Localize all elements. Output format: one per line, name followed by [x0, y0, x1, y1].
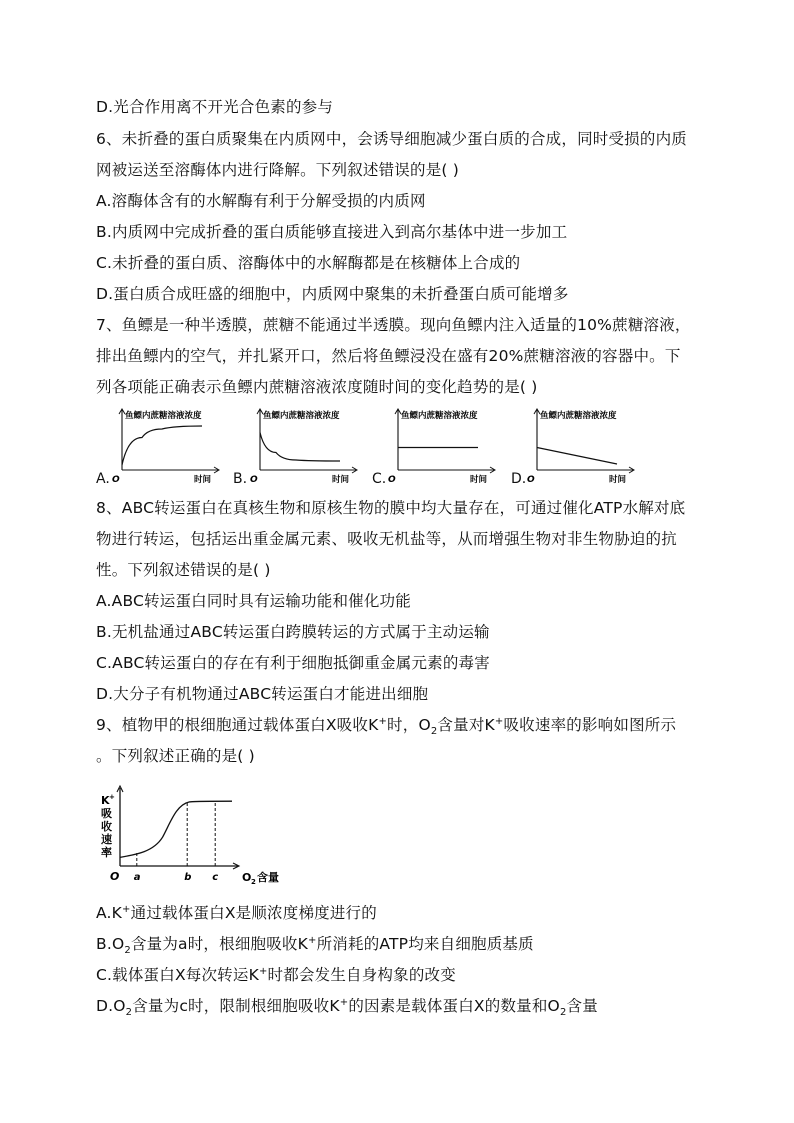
k-plus-sup: +	[378, 715, 388, 727]
q6-option-c: C.未折叠的蛋白质、溶酶体中的水解酶都是在核糖体上合成的	[96, 254, 521, 272]
q9-option-b-part2: 含量为a时，根细胞吸收K	[130, 935, 309, 953]
q7-stem-line2: 排出鱼鳔内的空气，并扎紧开口，然后将鱼鳔浸没在盛有20%蔗糖溶液的容器中。下	[96, 347, 681, 365]
q7-option-c-label: C.	[372, 471, 387, 487]
origin-label: O	[112, 475, 120, 485]
series-line	[122, 426, 202, 465]
o2-sub: 2	[124, 945, 131, 957]
q9-option-c-part1: C.载体蛋白X每次转运K	[96, 966, 259, 984]
series-line	[537, 448, 617, 465]
series-line	[260, 433, 340, 462]
q6-stem-line1: 6、未折叠的蛋白质聚集在内质网中，会诱导细胞减少蛋白质的合成，同时受损的内质	[96, 130, 687, 148]
o2-sub: 2	[125, 1007, 133, 1019]
q6-stem-line2: 网被运送至溶酶体内进行降解。下列叙述错误的是( )	[96, 161, 460, 179]
q8-option-a: A.ABC转运蛋白同时具有运输功能和催化功能	[96, 592, 411, 610]
y-axis-label: 鱼鳔内蔗糖溶液浓度	[540, 411, 617, 421]
origin-label: O	[527, 475, 535, 485]
q9-option-d-part1: D.O	[96, 997, 126, 1015]
q5-option-d: D.光合作用离不开光合色素的参与	[96, 98, 334, 116]
k-plus-sup: +	[494, 715, 504, 727]
q9-stem-line2: 。下列叙述正确的是( )	[96, 747, 255, 765]
q6-option-b: B.内质网中完成折叠的蛋白质能够直接进入到高尔基体中进一步加工	[96, 223, 568, 241]
q7-stem-line1: 7、鱼鳔是一种半透膜，蔗糖不能通过半透膜。现向鱼鳔内注入适量的10%蔗糖溶液，	[96, 316, 691, 334]
x-axis-label: 时间	[609, 475, 627, 485]
q9-option-c	[96, 965, 456, 985]
x-axis-label: 时间	[332, 475, 350, 485]
y-axis-label: 鱼鳔内蔗糖溶液浓度	[125, 411, 202, 421]
origin-label: O	[110, 870, 120, 883]
q7-graphs	[100, 406, 660, 486]
q9-graph	[98, 782, 279, 892]
k-plus-sup: +	[308, 934, 317, 946]
q7-option-b-label: B.	[233, 471, 248, 487]
k-plus-sup: +	[258, 965, 268, 977]
x-axis-label: O	[242, 871, 252, 884]
q9-stem-part2: 时，O	[387, 716, 431, 734]
origin-label: O	[250, 475, 258, 485]
q9-option-a-part1: A.K	[96, 904, 123, 922]
x-axis-label: 时间	[194, 475, 212, 485]
x-tick-a: a	[133, 872, 141, 883]
x-tick-c: c	[212, 872, 219, 883]
y-axis-label: 鱼鳔内蔗糖溶液浓度	[401, 411, 478, 421]
x-tick-b: b	[184, 872, 192, 883]
q9-stem-line1	[96, 715, 677, 738]
q7-option-a-label: A.	[96, 471, 110, 487]
q9-option-b-part3: 所消耗的ATP均来自细胞质基质	[316, 935, 534, 953]
y-axis-label-sup: +	[109, 793, 115, 801]
q9-option-a	[96, 903, 377, 923]
q9-option-c-part2: 时都会发生自身构象的改变	[267, 966, 456, 984]
q8-stem-line2: 物进行转运，包括运出重金属元素、吸收无机盐等，从而增强生物对非生物胁迫的抗	[96, 530, 677, 548]
x-axis-label: 时间	[470, 475, 488, 485]
k-plus-sup: +	[122, 903, 131, 915]
q9-stem-part3: 含量对K	[437, 716, 495, 734]
x-axis-label-tail: 含量	[257, 871, 279, 884]
q9-option-b	[96, 934, 534, 957]
q8-option-b: B.无机盐通过ABC转运蛋白跨膜转运的方式属于主动运输	[96, 623, 490, 641]
q8-option-c: C.ABC转运蛋白的存在有利于细胞抵御重金属元素的毒害	[96, 654, 490, 672]
q9-option-b-part1: B.O	[96, 935, 125, 953]
q6-option-d: D.蛋白质合成旺盛的细胞中，内质网中聚集的未折叠蛋白质可能增多	[96, 285, 569, 303]
q8-option-d: D.大分子有机物通过ABC转运蛋白才能进出细胞	[96, 685, 429, 703]
q9-option-d-part4: 含量	[566, 997, 598, 1015]
q9-stem-part1: 9、植物甲的根细胞通过载体蛋白X吸收K	[96, 716, 379, 734]
q9-option-d-part3: 的因素是载体蛋白X的数量和O	[348, 997, 560, 1015]
k-plus-sup: +	[339, 996, 349, 1008]
y-axis-label-char: 收	[101, 820, 112, 833]
q7-stem-line3: 列各项能正确表示鱼鳔内蔗糖溶液浓度随时间的变化趋势的是( )	[96, 378, 538, 396]
y-axis-label: 鱼鳔内蔗糖溶液浓度	[263, 411, 340, 421]
q9-option-d	[96, 996, 598, 1019]
y-axis-label-char: 率	[101, 846, 112, 859]
origin-label: O	[388, 475, 396, 485]
o2-sub: 2	[430, 726, 438, 738]
y-axis-label-char: 吸	[101, 807, 112, 820]
y-axis-label-char: 速	[101, 833, 112, 846]
q8-stem-line3: 性。下列叙述错误的是( )	[96, 561, 271, 579]
q9-option-a-part2: 通过载体蛋白X是顺浓度梯度进行的	[130, 904, 377, 922]
x-axis-label-sub: 2	[251, 878, 256, 886]
q9-stem-part4: 吸收速率的影响如图所示	[503, 716, 677, 734]
q7-option-d-label: D.	[511, 471, 527, 487]
y-axis-label-char: K	[101, 794, 110, 807]
q8-stem-line1: 8、ABC转运蛋白在真核生物和原核生物的膜中均大量存在，可通过催化ATP水解对底	[96, 499, 686, 517]
q6-option-a: A.溶酶体含有的水解酶有利于分解受损的内质网	[96, 192, 426, 210]
q9-option-d-part2: 含量为c时，限制根细胞吸收K	[132, 997, 340, 1015]
o2-sub: 2	[559, 1007, 567, 1019]
